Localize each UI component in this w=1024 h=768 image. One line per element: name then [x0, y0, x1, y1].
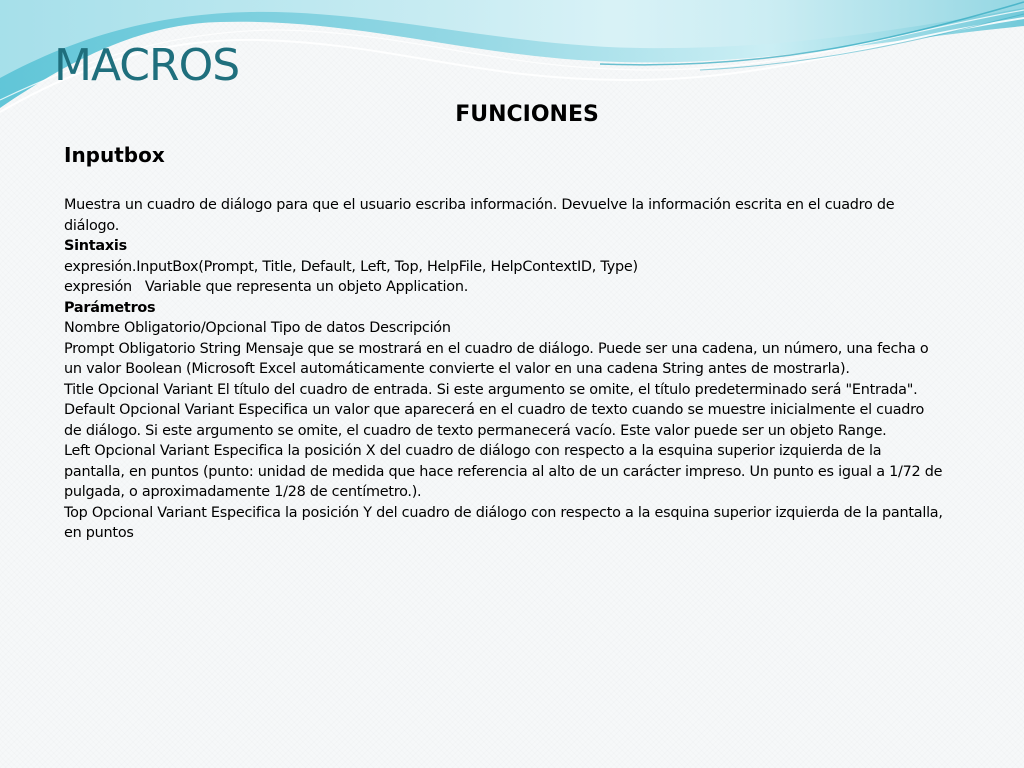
- slide-body: [64, 195, 944, 544]
- description-paragraph: Muestra un cuadro de diálogo para que el usuario escriba información. Devuelve la información escrita en el cuadro de diálogo.: [64, 197, 895, 234]
- param-left: Left Opcional Variant Especifica la posición X del cuadro de diálogo con respecto a la esquina superior izquierda de la pantalla, en puntos (punto: unidad de medida que hace referencia al alto de un carácter impreso. Un punto es igual a 1/72 de pulgada, o aproximadamente 1/28 de centímetro.).: [64, 443, 943, 500]
- slide-title: MACROS: [54, 40, 240, 91]
- param-top: Top Opcional Variant Especifica la posición Y del cuadro de diálogo con respecto a la esquina superior izquierda de la pantalla, en puntos: [64, 504, 943, 541]
- syntax-label: Sintaxis: [64, 238, 127, 254]
- parameters-label: Parámetros: [64, 299, 156, 316]
- param-default: Default Opcional Variant Especifica un valor que aparecerá en el cuadro de texto cuando se muestre inicialmente el cuadro de diálogo. Si este argumento se omite, el cuadro de texto permanecerá vacío. Este valor puede ser un objeto Range.: [64, 402, 925, 439]
- parameters-header: Nombre Obligatorio/Opcional Tipo de datos Descripción: [64, 320, 451, 336]
- section-heading: Inputbox: [64, 143, 165, 167]
- slide-subtitle: FUNCIONES: [455, 102, 599, 127]
- param-title: Title Opcional Variant El título del cuadro de entrada. Si este argumento se omite, el título predeterminado será "Entrada".: [64, 381, 918, 398]
- param-prompt: Prompt Obligatorio String Mensaje que se mostrará en el cuadro de diálogo. Puede ser una cadena, un número, una fecha o un valor Boolean (Microsoft Excel automáticamente convierte el valor en una cadena String antes de mostrarla).: [64, 340, 929, 377]
- syntax-line: expresión.InputBox(Prompt, Title, Default, Left, Top, HelpFile, HelpContextID, Type): [64, 258, 638, 275]
- expression-line: expresión Variable que representa un objeto Application.: [64, 279, 469, 295]
